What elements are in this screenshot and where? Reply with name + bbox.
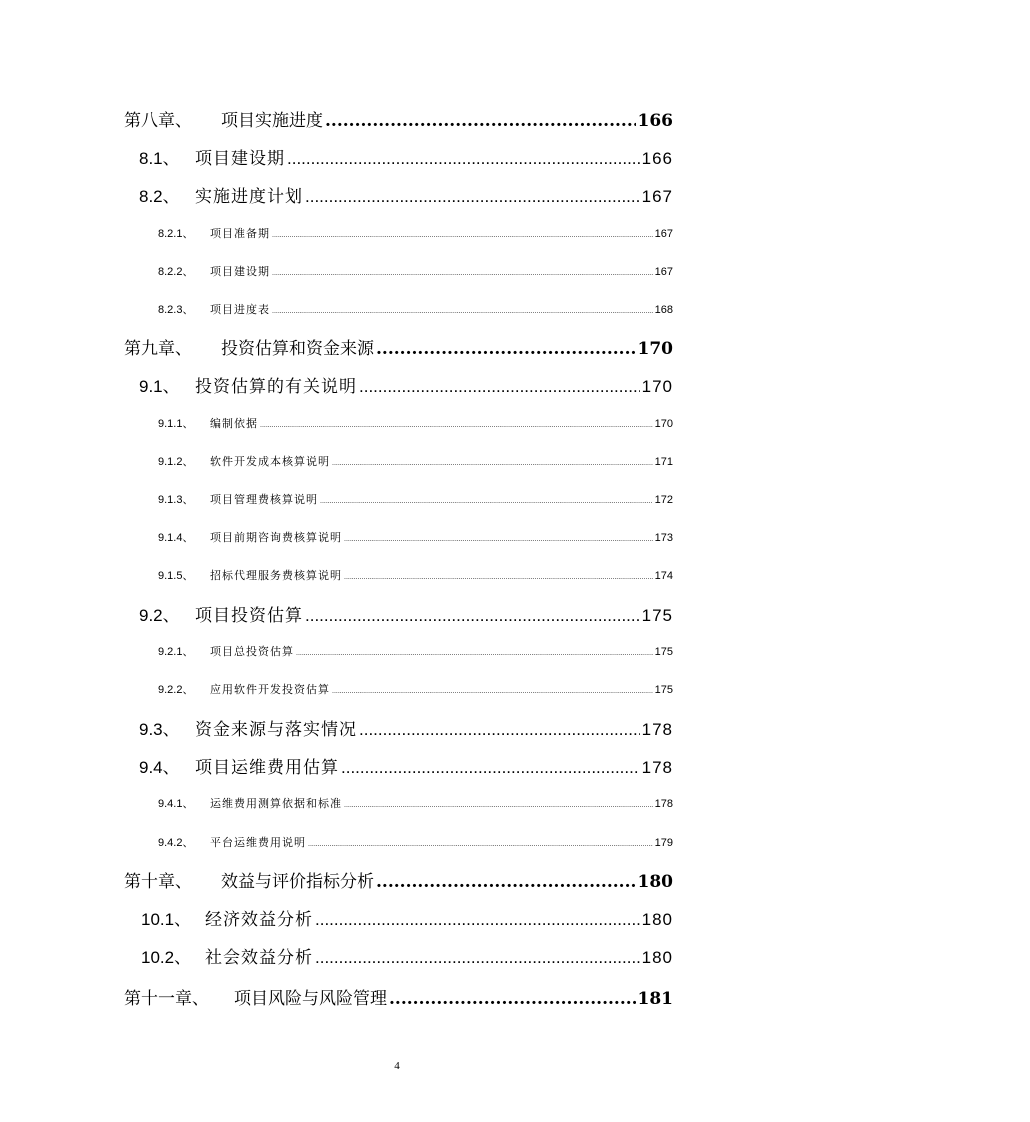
toc-leader-dots [359, 720, 640, 740]
toc-entry-number: 第十章、 [124, 872, 192, 892]
toc-entry-page: 171 [654, 456, 673, 468]
toc-entry-title: 投资估算的有关说明 [195, 377, 357, 397]
toc-entry-page: 168 [654, 304, 673, 316]
toc-leader-dots [376, 872, 636, 892]
toc-entry-page: 170 [641, 377, 673, 396]
toc-entry-number: 8.2.1、 [158, 228, 194, 240]
toc-entry-page: 167 [654, 228, 673, 240]
toc-entry-title: 资金来源与落实情况 [195, 720, 357, 740]
toc-leader-dots [260, 422, 653, 429]
toc-leader-dots [296, 650, 653, 657]
toc-entry-title: 项目投资估算 [195, 606, 303, 626]
toc-entry-title: 项目风险与风险管理 [234, 989, 387, 1009]
toc-entry-number: 8.2.3、 [158, 304, 194, 316]
toc-leader-dots [272, 308, 653, 315]
toc-entry-page: 178 [641, 758, 673, 777]
toc-entry-page: 181 [637, 989, 673, 1009]
toc-entry-page: 178 [641, 720, 673, 739]
toc-entry[interactable] [158, 795, 673, 811]
toc-entry-title: 项目建设期 [210, 266, 270, 278]
toc-entry-number: 8.2、 [139, 187, 180, 206]
toc-entry-page: 170 [637, 339, 673, 359]
toc-entry[interactable] [139, 182, 673, 207]
toc-entry-number: 9.1.3、 [158, 494, 194, 506]
toc-entry[interactable] [158, 529, 673, 545]
toc-entry-title: 项目管理费核算说明 [210, 494, 318, 506]
toc-entry[interactable] [139, 715, 673, 740]
toc-entry-title: 项目准备期 [210, 228, 270, 240]
toc-leader-dots [272, 270, 653, 277]
toc-entry[interactable] [158, 491, 673, 507]
toc-entry[interactable] [141, 905, 673, 930]
toc-entry-page: 170 [654, 418, 673, 430]
toc-entry-page: 179 [654, 837, 673, 849]
toc-entry[interactable] [158, 225, 673, 241]
toc-entry[interactable] [139, 144, 673, 169]
toc-entry-title: 软件开发成本核算说明 [210, 456, 330, 468]
toc-entry-number: 8.2.2、 [158, 266, 194, 278]
toc-leader-dots [320, 498, 653, 505]
toc-leader-dots [315, 948, 640, 968]
toc-entry-title: 投资估算和资金来源 [221, 339, 374, 359]
toc-entry[interactable] [141, 943, 673, 968]
toc-entry-number: 10.2、 [141, 948, 192, 967]
toc-leader-dots [344, 574, 653, 581]
toc-entry-number: 9.4、 [139, 758, 180, 777]
toc-leader-dots [359, 377, 640, 397]
toc-entry[interactable] [158, 567, 673, 583]
toc-entry-title: 项目总投资估算 [210, 646, 294, 658]
toc-entry-number: 8.1、 [139, 149, 180, 168]
toc-leader-dots [325, 111, 636, 131]
toc-entry-title: 项目前期咨询费核算说明 [210, 532, 342, 544]
toc-entry-number: 9.1.1、 [158, 418, 194, 430]
toc-leader-dots [376, 339, 636, 359]
toc-entry-title: 项目建设期 [195, 149, 285, 169]
toc-entry-title: 平台运维费用说明 [210, 837, 306, 849]
toc-leader-dots [332, 688, 653, 695]
toc-entry-page: 175 [654, 646, 673, 658]
toc-entry[interactable] [124, 984, 673, 1009]
toc-entry-number: 10.1、 [141, 910, 192, 929]
toc-entry[interactable] [139, 372, 673, 397]
toc-leader-dots [315, 910, 640, 930]
toc-entry-title: 效益与评价指标分析 [221, 872, 374, 892]
toc-leader-dots [344, 802, 653, 809]
toc-entry[interactable] [139, 753, 673, 778]
toc-entry-title: 项目进度表 [210, 304, 270, 316]
toc-entry-page: 172 [654, 494, 673, 506]
toc-entry[interactable] [158, 415, 673, 431]
toc-entry-page: 175 [654, 684, 673, 696]
toc-entry-number: 9.1.4、 [158, 532, 194, 544]
toc-entry-title: 应用软件开发投资估算 [210, 684, 330, 696]
toc-entry-title: 实施进度计划 [195, 187, 303, 207]
toc-leader-dots [389, 989, 636, 1009]
toc-entry-title: 项目实施进度 [221, 111, 323, 131]
toc-entry[interactable] [158, 453, 673, 469]
toc-entry-page: 166 [637, 111, 673, 131]
toc-leader-dots [287, 149, 640, 169]
toc-entry-page: 173 [654, 532, 673, 544]
toc-entry-number: 9.4.1、 [158, 798, 194, 810]
toc-entry[interactable] [139, 601, 673, 626]
toc-entry-number: 9.1.5、 [158, 570, 194, 582]
toc-entry-title: 经济效益分析 [205, 910, 313, 930]
toc-entry-number: 9.1.2、 [158, 456, 194, 468]
toc-entry-page: 175 [641, 606, 673, 625]
toc-entry-number: 9.2.1、 [158, 646, 194, 658]
toc-entry-number: 9.1、 [139, 377, 180, 396]
toc-leader-dots [305, 187, 640, 207]
page-number: 4 [394, 1060, 400, 1072]
toc-entry[interactable] [158, 643, 673, 659]
toc-entry-title: 编制依据 [210, 418, 258, 430]
toc-entry[interactable] [124, 334, 673, 359]
toc-entry-number: 9.4.2、 [158, 837, 194, 849]
toc-entry-page: 180 [641, 910, 673, 929]
toc-entry[interactable] [158, 681, 673, 697]
toc-entry-title: 招标代理服务费核算说明 [210, 570, 342, 582]
toc-entry[interactable] [158, 834, 673, 850]
toc-entry[interactable] [158, 301, 673, 317]
toc-leader-dots [272, 232, 653, 239]
toc-entry-number: 9.2.2、 [158, 684, 194, 696]
toc-entry-title: 社会效益分析 [205, 948, 313, 968]
toc-entry-number: 第九章、 [124, 339, 192, 359]
toc-entry-page: 166 [641, 149, 673, 168]
toc-entry-page: 167 [654, 266, 673, 278]
toc-leader-dots [332, 460, 653, 467]
toc-entry-page: 167 [641, 187, 673, 206]
toc-leader-dots [308, 841, 653, 848]
toc-leader-dots [344, 536, 653, 543]
toc-entry-number: 9.3、 [139, 720, 180, 739]
toc-leader-dots [305, 606, 640, 626]
toc-entry[interactable] [124, 106, 673, 131]
toc-leader-dots [341, 758, 640, 778]
toc-entry[interactable] [158, 263, 673, 279]
toc-entry-number: 第十一章、 [124, 989, 209, 1009]
toc-entry-page: 180 [637, 872, 673, 892]
toc-entry-number: 第八章、 [124, 111, 192, 131]
toc-entry-page: 180 [641, 948, 673, 967]
toc-entry-page: 178 [654, 798, 673, 810]
toc-entry-page: 174 [654, 570, 673, 582]
toc-entry-number: 9.2、 [139, 606, 180, 625]
toc-entry-title: 项目运维费用估算 [195, 758, 339, 778]
toc-entry-title: 运维费用测算依据和标准 [210, 798, 342, 810]
toc-entry[interactable] [124, 867, 673, 892]
